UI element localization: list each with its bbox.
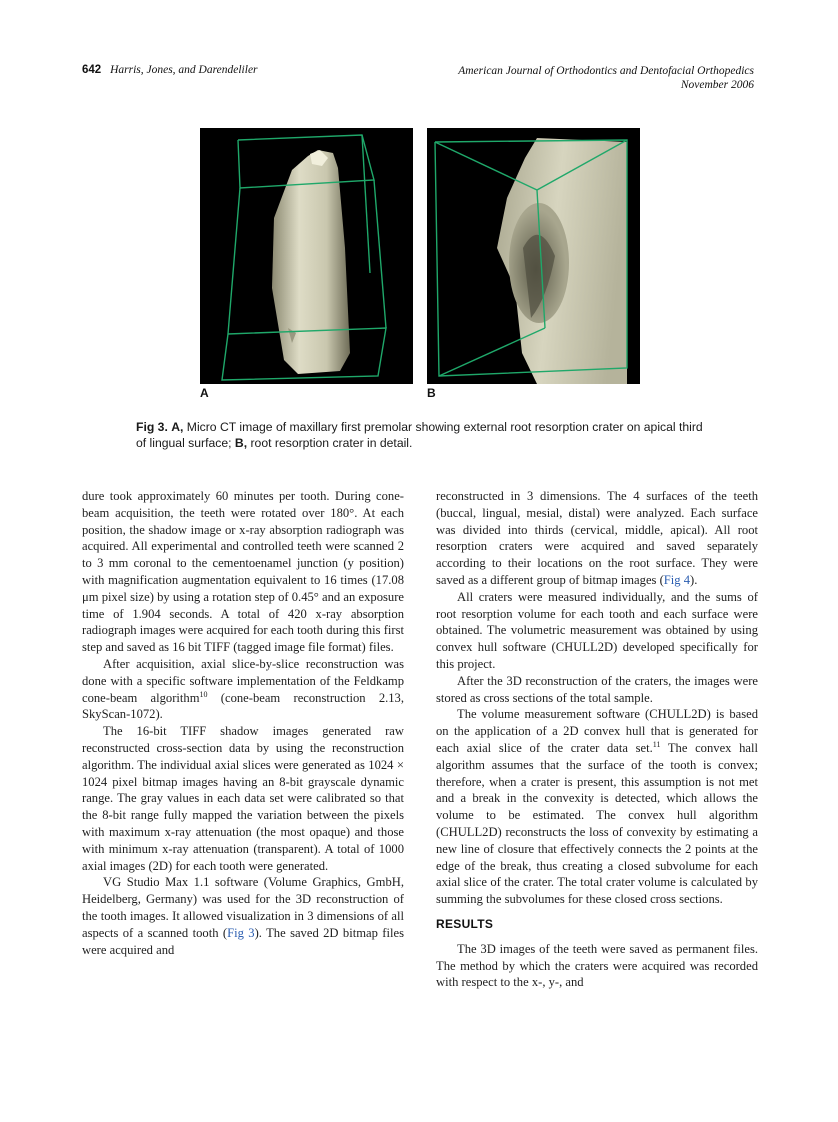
- right-paragraph-1-tail: ).: [690, 572, 698, 587]
- right-paragraph-4-tail: The convex hall algorithm assumes that the surface of the tooth is convex; therefore, when a crater is present, this assumption is not met and a break in the convexity is detected, which allows the volume to be estimated. The convex hull algorithm (CHULL2D) reconstructs the loss of convexity by estimating a new line of closure that effectively connects the 2 points at the edge of the break, thus creating a closed subvolume for each axial slice of the crater. The total crater volume is calculated by summing the subvolumes for these closed cross sections.: [436, 740, 758, 907]
- right-paragraph-5: The 3D images of the teeth were saved as permanent files. The method by which the craters were acquired was recorded with respect to the x-, y-, and: [436, 941, 758, 990]
- right-paragraph-4-text: The volume measurement software (CHULL2D) is based on the application of a 2D convex hull that is generated for each axial slice of the crater data set.: [436, 707, 758, 755]
- figure-caption: [136, 419, 716, 451]
- left-text-column: [82, 488, 404, 958]
- caption-a-label: A,: [171, 420, 184, 434]
- reference-10: 10: [199, 689, 208, 699]
- figure-panel-a-image: [200, 128, 413, 384]
- fig-4-link[interactable]: Fig 4: [663, 572, 691, 587]
- journal-title: American Journal of Orthodontics and Dentofacial Orthopedics: [458, 65, 754, 77]
- caption-b-text: root resorption crater in detail.: [250, 436, 413, 450]
- left-paragraph-2-text: After acquisition, axial slice-by-slice reconstruction was done with a specific software implementation of the Feldkamp cone-beam algorithm: [82, 656, 404, 705]
- right-paragraph-1: [436, 488, 758, 589]
- left-paragraph-3: The 16-bit TIFF shadow images generated raw reconstructed cross-section data by using the reconstruction algorithm. The individual axial slices were generated as 1024 × 1024 pixel bitmap images having an 8-bit grayscale dynamic range. The gray values in each data set were calibrated so that the 8-bit range fully mapped the variation between the pixels with maximum x-ray attenuation (the most opaque) and those with minimum x-ray attenuation (transparent). A total of 1000 axial images (2D) for each tooth were generated.: [82, 724, 404, 873]
- micro-ct-tooth-image: [200, 128, 413, 384]
- right-paragraph-1-text: reconstructed in 3 dimensions. The 4 surfaces of the teeth (buccal, lingual, mesial, distal) were analyzed. Each surface was divided into thirds (cervical, middle, apical). All root resorption craters were acquired and saved separately according to their locations on the root surface. They were saved as a different group of bitmap images (: [436, 489, 758, 587]
- left-paragraph-2: [82, 656, 404, 723]
- right-paragraph-2: All craters were measured individually, and the sums of root resorption volume for each tooth and each surface were obtained. The volumetric measurement was obtained by using convex hull software (CHULL2D) developed specifically for this project.: [436, 589, 758, 671]
- caption-a-text: Micro CT image of maxillary first premolar showing external root resorption crater on apical third of lingual surface;: [136, 420, 703, 450]
- panel-a-label: A: [200, 386, 209, 400]
- reference-11: 11: [652, 739, 661, 749]
- left-paragraph-4-tail: ). The saved 2D bitmap files were acquired and: [82, 925, 404, 957]
- figure-panel-b-image: [427, 128, 640, 384]
- fig-3-link[interactable]: Fig 3: [227, 925, 255, 940]
- figure-3: [200, 128, 640, 400]
- running-head-authors: Harris, Jones, and Darendeliler: [110, 64, 258, 76]
- panel-b-label: B: [427, 386, 436, 400]
- page-number: 642: [82, 64, 102, 76]
- caption-fig-label: Fig 3.: [136, 420, 168, 434]
- issue-date: November 2006: [680, 79, 754, 91]
- right-paragraph-4: [436, 706, 758, 908]
- left-paragraph-4: [82, 874, 404, 958]
- running-head-left: [82, 64, 258, 76]
- left-paragraph-1: dure took approximately 60 minutes per tooth. During cone-beam acquisition, the teeth were rotated over 180°. At each position, the shadow image or x-ray absorption radiograph was acquired. All experimental and controlled teeth were scanned 2 to 3 mm coronal to the cementoenamel junction (y position) with magnification augmentation equivalent to 16 times (17.08 μm pixel size) by using a rotation step of 0.45° and an exposure time of 1.904 seconds. A total of 420 x-ray absorption radiograph images were acquired for each tooth during this first step and saved as 16 bit TIFF (tagged image file format) files.: [82, 489, 404, 655]
- running-head-right: [458, 64, 754, 92]
- resorption-crater-detail-image: [427, 128, 640, 384]
- left-paragraph-4-text: VG Studio Max 1.1 software (Volume Graphics, GmbH, Heidelberg, Germany) was used for the 3D reconstruction of the tooth images. It allowed visualization in 3 dimensions of all aspects of a scanned tooth (: [82, 875, 404, 940]
- results-heading: RESULTS: [436, 916, 494, 931]
- right-text-column: [436, 488, 758, 991]
- right-paragraph-3: After the 3D reconstruction of the craters, the images were stored as cross sections of the total sample.: [436, 673, 758, 705]
- left-paragraph-2-tail: (cone-beam reconstruction 2.13, SkyScan-1072).: [82, 690, 405, 722]
- caption-b-label: B,: [234, 436, 248, 450]
